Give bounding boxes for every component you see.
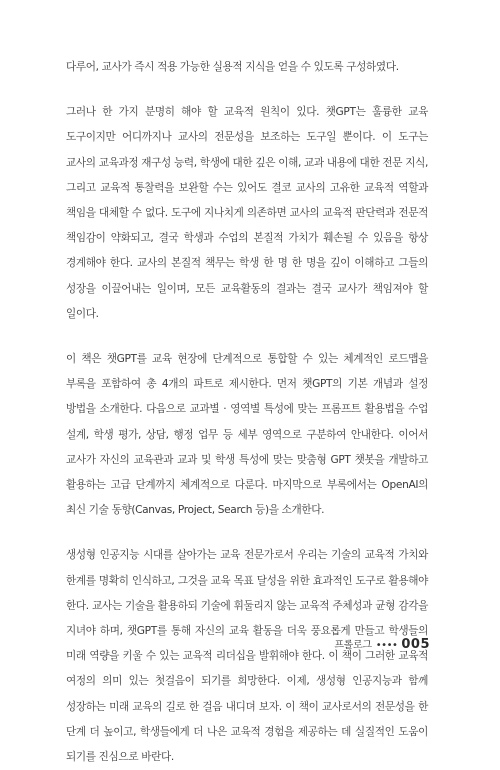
paragraph-4: 생성형 인공지능 시대를 살아가는 교육 전문가로서 우리는 기술의 교육적 가치와 한계를 명확히 인식하고, 그것을 교육 목표 달성을 위한 효과적인 도구로 활용해야 한다. 교사는 기술을 활용하되 기술에 휘둘리지 않는 교육적 주체성과 균형 감각을 지녀야 하며, 챗GPT를 통해 자신의 교육 활동을 더욱 풍요롭게 만들고 학생들의 미래 역량을 키울 수 있는 교육적 리더십을 발휘해야 한다. 이 책이 그러한 교육적 여정의 의미 있는 첫걸음이 되기를 희망한다. 이제, 생성형 인공지능과 함께 성장하는 미래 교육의 길로 한 걸음 내디뎌 보자. 이 책이 교사로서의 전문성을 한 단계 더 높이고, 학생들에게 더 나은 교육적 경험을 제공하는 데 실질적인 도움이 되기를 진심으로 바란다. [66, 549, 428, 764]
paragraph-1: 다루어, 교사가 즉시 적용 가능한 실용적 지식을 얻을 수 있도록 구성하였다. [66, 61, 399, 73]
footer-dots: •••• [375, 640, 398, 651]
page-number: 005 [401, 637, 430, 652]
page-footer [334, 636, 430, 652]
paragraph-2: 그러나 한 가지 분명히 해야 할 교육적 원칙이 있다. 챗GPT는 훌륭한 교육 도구이지만 어디까지나 교사의 전문성을 보조하는 도구일 뿐이다. 이 도구는 교사의 교육과정 재구성 능력, 학생에 대한 깊은 이해, 교과 내용에 대한 전문 지식, 그리고 교육적 통찰력을 보완할 수는 있어도 결코 교사의 고유한 교육적 역할과 책임을 대체할 수 없다. 도구에 지나치게 의존하면 교사의 교육적 판단력과 전문적 책임감이 약화되고, 결국 학생과 수업의 본질적 가치가 훼손될 수 있음을 항상 경계해야 한다. 교사의 본질적 책무는 학생 한 명 한 명을 깊이 이해하고 그들의 성장을 이끌어내는 일이며, 모든 교육활동의 결과는 결국 교사가 책임져야 할 일이다. [66, 106, 428, 320]
section-label: 프롤로그 [334, 640, 372, 651]
paragraph-3: 이 책은 챗GPT를 교육 현장에 단계적으로 통합할 수 있는 체계적인 로드맵을 부록을 포함하여 총 4개의 파트로 제시한다. 먼저 챗GPT의 기본 개념과 설정 방법을 소개한다. 다음으로 교과별 · 영역별 특성에 맞는 프롬프트 활용법을 수업 설계, 학생 평가, 상담, 행정 업무 등 세부 영역으로 구분하여 안내한다. 이어서 교사가 자신의 교육관과 교과 및 학생 특성에 맞는 맞춤형 GPT 챗봇을 개발하고 활용하는 고급 단계까지 체계적으로 다룬다. 마지막으로 부록에서는 OpenAI의 최신 기술 동향(Canvas, Project, Search 등)을 소개한다. [66, 353, 428, 517]
page-body [66, 55, 428, 770]
